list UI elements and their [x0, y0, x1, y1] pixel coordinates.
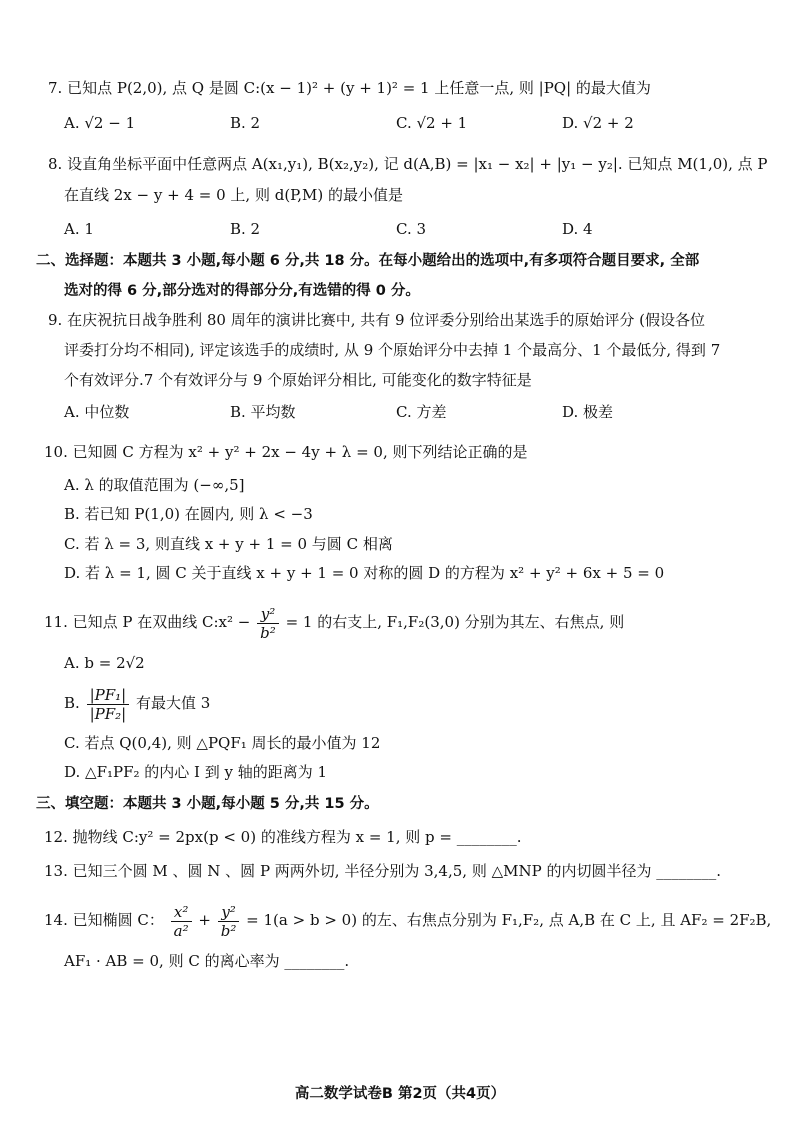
q14-fraction-y-num: y²: [218, 903, 240, 922]
q9-stem-line3: 个有效评分.7 个有效评分与 9 个原始评分相比, 可能变化的数字特征是: [64, 371, 532, 389]
q14-plus: +: [198, 911, 211, 929]
q14-stem-line2: AF₁ · AB = 0, 则 C 的离心率为 ________.: [64, 952, 350, 970]
section2-heading-line2: 选对的得 6 分,部分选对的得部分分,有选错的得 0 分。: [64, 283, 420, 299]
q11-option-a: A. b = 2√2: [64, 654, 145, 672]
q10-option-b: B. 若已知 P(1,0) 在圆内, 则 λ < −3: [64, 505, 313, 523]
q11-option-b-num: |PF₁|: [87, 686, 130, 705]
q8-option-c: C. 3: [396, 220, 427, 238]
q7-option-b: B. 2: [230, 114, 261, 132]
q8-option-d: D. 4: [562, 220, 593, 238]
q11-stem: [44, 600, 624, 644]
q14-fraction-x-den: a²: [173, 921, 189, 940]
q10-option-a: A. λ 的取值范围为 (−∞,5]: [64, 476, 245, 494]
q11-stem-fraction-den: b²: [260, 623, 276, 642]
q11-stem-fraction-num: y²: [257, 605, 279, 624]
q11-stem-post: = 1 的右支上, F₁,F₂(3,0) 分别为其左、右焦点, 则: [285, 613, 625, 631]
q9-stem-line1: 9. 在庆祝抗日战争胜利 80 周年的演讲比赛中, 共有 9 位评委分别给出某选手的原始评分 (假设各位: [48, 311, 705, 329]
q9-stem-line2: 评委打分均不相同), 评定该选手的成绩时, 从 9 个原始评分中去掉 1 个最高分、1 个最低分, 得到 7: [64, 341, 721, 359]
section3-heading: 三、填空题：本题共 3 小题,每小题 5 分,共 15 分。: [36, 796, 379, 812]
q9-option-c: C. 方差: [396, 403, 447, 421]
q7-stem: 7. 已知点 P(2,0), 点 Q 是圆 C:(x − 1)² + (y + 1)² = 1 上任意一点, 则 |PQ| 的最大值为: [48, 79, 651, 97]
q9-option-a: A. 中位数: [64, 403, 130, 421]
q13-stem: 13. 已知三个圆 M 、圆 N 、圆 P 两两外切, 半径分别为 3,4,5, 则 △MNP 的内切圆半径为 ________.: [44, 862, 722, 880]
q7-options: [64, 112, 744, 134]
q11-option-b-pre: B.: [64, 694, 80, 712]
q10-option-c: C. 若 λ = 3, 则直线 x + y + 1 = 0 与圆 C 相离: [64, 535, 393, 553]
q11-stem-pre: 11. 已知点 P 在双曲线 C:x² −: [44, 613, 251, 631]
q10-stem: 10. 已知圆 C 方程为 x² + y² + 2x − 4y + λ = 0, 则下列结论正确的是: [44, 443, 528, 461]
q14-post: = 1(a > b > 0) 的左、右焦点分别为 F₁,F₂, 点 A,B 在 C 上, 且 AF₂ = 2F₂B,: [246, 911, 772, 929]
q14-fraction-x: [171, 903, 192, 940]
q8-stem-line2: 在直线 2x − y + 4 = 0 上, 则 d(P,M) 的最小值是: [64, 186, 403, 204]
q14-stem-line1: [44, 898, 771, 942]
q11-option-d: D. △F₁PF₂ 的内心 I 到 y 轴的距离为 1: [64, 763, 328, 781]
q11-option-c: C. 若点 Q(0,4), 则 △PQF₁ 周长的最小值为 12: [64, 734, 381, 752]
q14-fraction-x-num: x²: [171, 903, 192, 922]
q14-fraction-y-den: b²: [220, 921, 237, 940]
q14-pre: 14. 已知椭圆 C：: [44, 911, 164, 929]
page-footer: 高二数学试卷B 第2页（共4页）: [294, 1086, 506, 1102]
q11-option-b-fraction: [87, 686, 130, 723]
q9-options: [64, 401, 744, 423]
q11-option-b-post: 有最大值 3: [135, 694, 211, 712]
q7-option-c: C. √2 + 1: [396, 114, 468, 132]
q7-option-a: A. √2 − 1: [64, 114, 136, 132]
q8-option-b: B. 2: [230, 220, 261, 238]
q10-option-d: D. 若 λ = 1, 圆 C 关于直线 x + y + 1 = 0 对称的圆 D 的方程为 x² + y² + 6x + 5 = 0: [64, 564, 665, 582]
q9-option-b: B. 平均数: [230, 403, 296, 421]
q7-option-d: D. √2 + 2: [562, 114, 634, 132]
q11-option-b: [64, 681, 210, 725]
q11-stem-fraction: [257, 605, 279, 642]
q14-fraction-y: [218, 903, 240, 940]
q9-option-d: D. 极差: [562, 403, 614, 421]
q12-stem: 12. 抛物线 C:y² = 2px(p < 0) 的准线方程为 x = 1, 则 p = ________.: [44, 828, 522, 846]
q8-options: [64, 218, 744, 240]
q8-stem-line1: 8. 设直角坐标平面中任意两点 A(x₁,y₁), B(x₂,y₂), 记 d(A,B) = |x₁ − x₂| + |y₁ − y₂|. 已知点 M(1,0), 点 P: [48, 155, 768, 173]
q11-option-b-den: |PF₂|: [89, 704, 127, 723]
q8-option-a: A. 1: [64, 220, 94, 238]
section2-heading-line1: 二、选择题：本题共 3 小题,每小题 6 分,共 18 分。在每小题给出的选项中,有多项符合题目要求, 全部: [36, 253, 700, 269]
